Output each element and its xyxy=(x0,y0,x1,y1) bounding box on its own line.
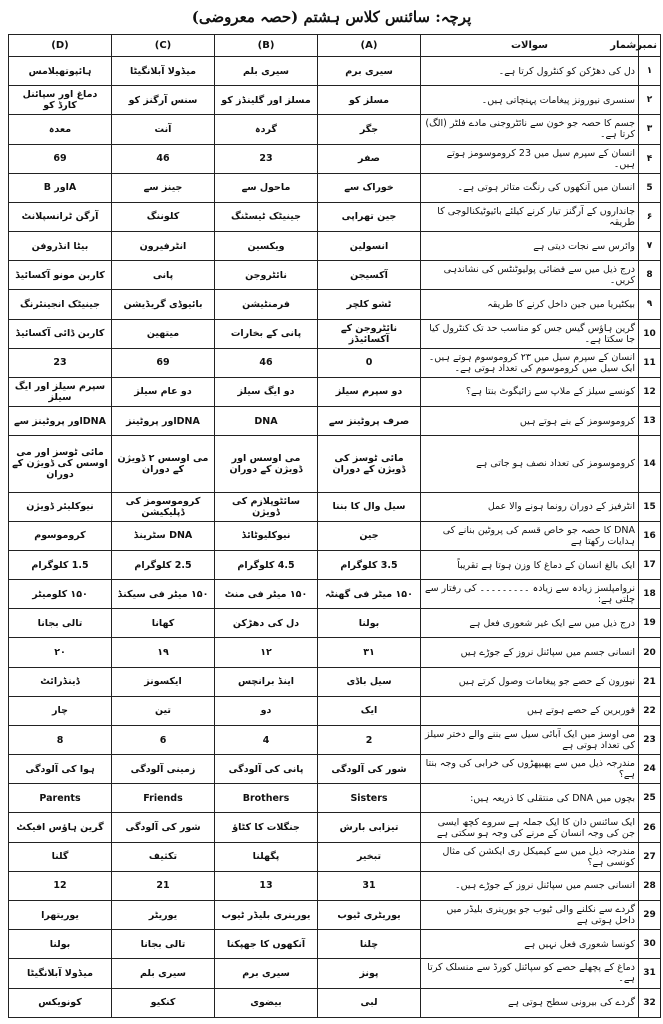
option-c: زمینی آلودگی xyxy=(112,755,215,784)
option-c: می اوسس ۲ ڈویژن کے دوران xyxy=(112,436,215,492)
question-text: جسم کا حصہ جو خون سے نائٹروجنی مادے فلٹر (الگ) کرتا ہے۔ xyxy=(421,115,639,144)
table-row xyxy=(9,436,661,492)
option-b: ویکسین xyxy=(215,232,318,261)
option-a: ٹشو کلچر xyxy=(318,290,421,319)
option-a: چلنا xyxy=(318,930,421,959)
option-d: DNAاور پروٹینز سے xyxy=(9,407,112,436)
option-b: 4.5 کلوگرام xyxy=(215,550,318,579)
question-number: 32 xyxy=(639,988,661,1018)
option-b: می اوسس اور ڈویژن کے دوران xyxy=(215,436,318,492)
table-row xyxy=(9,115,661,144)
question-text: درج ذیل میں سے ایک غیر شعوری فعل ہے xyxy=(421,609,639,638)
question-number: 17 xyxy=(639,550,661,579)
table-row xyxy=(9,173,661,202)
option-c: 46 xyxy=(112,144,215,173)
table-row xyxy=(9,725,661,754)
option-d: 1.5 کلوگرام xyxy=(9,550,112,579)
option-d: جینیٹک انجینئرنگ xyxy=(9,290,112,319)
option-b: مسلز اور گلینڈز کو xyxy=(215,86,318,115)
question-text: کونسے سیلز کے ملاپ سے زائیگوٹ بنتا ہے؟ xyxy=(421,377,639,406)
option-b: Brothers xyxy=(215,784,318,813)
question-number: ۷ xyxy=(639,232,661,261)
option-d: گلنا xyxy=(9,842,112,871)
table-row xyxy=(9,232,661,261)
option-b: نیوکلیوٹائڈ xyxy=(215,521,318,550)
question-text: گردے سے نکلنے والی ٹیوب جو یورینری بلیڈر میں داخل ہوتی ہے xyxy=(421,900,639,929)
option-a: 0 xyxy=(318,348,421,377)
option-a: شور کی آلودگی xyxy=(318,755,421,784)
option-c: 21 xyxy=(112,871,215,900)
option-d: چار xyxy=(9,696,112,725)
header-question: سوالات xyxy=(421,35,639,57)
option-c: بائیوڈی گریڈیشن xyxy=(112,290,215,319)
option-b: 13 xyxy=(215,871,318,900)
question-text: کروموسومز کے بنے ہوتے ہیں xyxy=(421,407,639,436)
option-d: دماغ اور سپائنل کارڈ کو xyxy=(9,86,112,115)
question-text: انسان کے سپرم سیل میں ۲۳ کروموسوم ہوتے ہیں۔ایک سیل میں کروموسوم کی تعداد ہوتی ہے۔ xyxy=(421,348,639,377)
header-option-b: (B) xyxy=(215,35,318,57)
question-number: ۲ xyxy=(639,86,661,115)
question-number: 15 xyxy=(639,492,661,521)
option-b: سائٹوپلازم کی ڈویژن xyxy=(215,492,318,521)
table-row xyxy=(9,348,661,377)
table-row xyxy=(9,261,661,290)
option-a: Sisters xyxy=(318,784,421,813)
question-text: کروموسومز کی تعداد نصف ہو جاتی ہے xyxy=(421,436,639,492)
option-b: نائٹروجن xyxy=(215,261,318,290)
option-a: بولنا xyxy=(318,609,421,638)
table-row xyxy=(9,842,661,871)
option-b: دو xyxy=(215,696,318,725)
option-c: کھانا xyxy=(112,609,215,638)
option-b: دل کی دھڑکن xyxy=(215,609,318,638)
question-number: 13 xyxy=(639,407,661,436)
table-header-row xyxy=(9,35,661,57)
question-number: 21 xyxy=(639,667,661,696)
header-option-c: (C) xyxy=(112,35,215,57)
option-c: کلوننگ xyxy=(112,202,215,231)
option-c: آنت xyxy=(112,115,215,144)
table-row xyxy=(9,609,661,638)
question-text: دل کی دھڑکن کو کنٹرول کرتا ہے۔ xyxy=(421,57,639,86)
option-a: 3.5 کلوگرام xyxy=(318,550,421,579)
option-a: جگر xyxy=(318,115,421,144)
quiz-table xyxy=(8,34,661,1018)
option-c: ۱۹ xyxy=(112,638,215,667)
option-d: 23 xyxy=(9,348,112,377)
option-b: دو ایگ سیلز xyxy=(215,377,318,406)
table-row xyxy=(9,959,661,988)
table-row xyxy=(9,988,661,1018)
option-b: بیضوی xyxy=(215,988,318,1018)
option-a: سیل باڈی xyxy=(318,667,421,696)
question-text: سنسری نیورونز پیغامات پہنچاتی ہیں۔ xyxy=(421,86,639,115)
option-a: نائٹروجن کے آکسائیڈز xyxy=(318,319,421,348)
option-d: گرین ہاؤس افیکٹ xyxy=(9,813,112,842)
option-c: 6 xyxy=(112,725,215,754)
question-number: 31 xyxy=(639,959,661,988)
question-number: ۱ xyxy=(639,57,661,86)
option-d: Parents xyxy=(9,784,112,813)
option-a: انسولین xyxy=(318,232,421,261)
table-row xyxy=(9,667,661,696)
option-a: جین تھراپی xyxy=(318,202,421,231)
table-row xyxy=(9,377,661,406)
table-row xyxy=(9,784,661,813)
option-d: یوریتھرا xyxy=(9,900,112,929)
option-c: تین xyxy=(112,696,215,725)
question-number: ۴ xyxy=(639,144,661,173)
option-b: جینیٹک ٹیسٹنگ xyxy=(215,202,318,231)
question-text: می اوسز میں ایک آبائی سیل سے بننے والے دختر سیلز کی تعداد ہوتی ہے xyxy=(421,725,639,754)
question-number: 12 xyxy=(639,377,661,406)
option-b: ماحول سے xyxy=(215,173,318,202)
question-text: انسان میں آنکھوں کی رنگت متاثر ہوتی ہے۔ xyxy=(421,173,639,202)
question-number: 10 xyxy=(639,319,661,348)
table-row xyxy=(9,319,661,348)
option-b: آنکھوں کا جھپکنا xyxy=(215,930,318,959)
option-d: سپرم سیلز اور ایگ سیلز xyxy=(9,377,112,406)
option-a: جین xyxy=(318,521,421,550)
header-num: نمبرشمار xyxy=(639,35,661,57)
option-d: میڈولا آبلانگیٹا xyxy=(9,959,112,988)
table-row xyxy=(9,550,661,579)
table-row xyxy=(9,696,661,725)
option-b: ۱۲ xyxy=(215,638,318,667)
option-d: تالی بجانا xyxy=(9,609,112,638)
option-d: بیٹا انڈروفن xyxy=(9,232,112,261)
option-c: ۱۵۰ میٹر فی سیکنڈ xyxy=(112,580,215,609)
question-text: نروامپلسز زیادہ سے زیادہ ۔۔۔۔۔۔۔۔۔ کی رفتار سے چلتی ہے: xyxy=(421,580,639,609)
question-text: دماغ کے پچھلے حصے کو سپائنل کورڈ سے منسلک کرتا ہے۔ xyxy=(421,959,639,988)
option-d: 12 xyxy=(9,871,112,900)
question-number: ۳ xyxy=(639,115,661,144)
question-number: 20 xyxy=(639,638,661,667)
option-b: پانی کے بخارات xyxy=(215,319,318,348)
table-row xyxy=(9,86,661,115)
option-a: صرف پروٹینز سے xyxy=(318,407,421,436)
table-row xyxy=(9,57,661,86)
option-d: کروموسوم xyxy=(9,521,112,550)
table-row xyxy=(9,930,661,959)
table-row xyxy=(9,813,661,842)
option-d: نیوکلیئر ڈویژن xyxy=(9,492,112,521)
header-option-d: (D) xyxy=(9,35,112,57)
question-text: انسان کے سپرم سیل میں 23 کروموسومز ہوتے ہیں۔ xyxy=(421,144,639,173)
question-text: انسانی جسم میں سپائنل نروز کے جوڑے ہیں۔ xyxy=(421,871,639,900)
option-b: 46 xyxy=(215,348,318,377)
option-b: جنگلات کا کٹاؤ xyxy=(215,813,318,842)
option-c: جینز سے xyxy=(112,173,215,202)
option-c: DNA سٹرینڈ xyxy=(112,521,215,550)
option-a: آکسیجن xyxy=(318,261,421,290)
option-b: سیری برم xyxy=(215,959,318,988)
option-d: کاربن ڈائی آکسائیڈ xyxy=(9,319,112,348)
option-d: معدہ xyxy=(9,115,112,144)
option-b: اینڈ برانچس xyxy=(215,667,318,696)
option-a: ۱۵۰ میٹر فی گھنٹہ xyxy=(318,580,421,609)
table-row xyxy=(9,755,661,784)
option-c: سیری بلم xyxy=(112,959,215,988)
option-d: ۲۰ xyxy=(9,638,112,667)
question-text: بچوں میں DNA کی منتقلی کا ذریعہ ہیں: xyxy=(421,784,639,813)
option-d: ۱۵۰ کلومیٹر xyxy=(9,580,112,609)
table-row xyxy=(9,580,661,609)
option-d: آرگن ٹرانسپلانٹ xyxy=(9,202,112,231)
question-text: گردے کی بیرونی سطح ہوتی ہے xyxy=(421,988,639,1018)
option-d: ڈینڈرائٹ xyxy=(9,667,112,696)
option-c: انٹرفیرون xyxy=(112,232,215,261)
option-c: Friends xyxy=(112,784,215,813)
table-row xyxy=(9,144,661,173)
option-b: پگھلنا xyxy=(215,842,318,871)
option-a: مسلز کو xyxy=(318,86,421,115)
question-number: 26 xyxy=(639,813,661,842)
option-a: خوراک سے xyxy=(318,173,421,202)
option-b: DNA xyxy=(215,407,318,436)
option-c: DNAاور پروٹینز xyxy=(112,407,215,436)
option-a: دو سپرم سیلز xyxy=(318,377,421,406)
option-d: ہائپوتھیلامس xyxy=(9,57,112,86)
option-b: پانی کی آلودگی xyxy=(215,755,318,784)
question-text: مندرجہ ذیل میں سے پھیپھڑوں کی خرابی کی وجہ بنتا ہے؟ xyxy=(421,755,639,784)
option-a: پونز xyxy=(318,959,421,988)
option-b: یورینری بلیڈر ٹیوب xyxy=(215,900,318,929)
option-c: یوریٹر xyxy=(112,900,215,929)
table-row xyxy=(9,900,661,929)
option-c: شور کی آلودگی xyxy=(112,813,215,842)
table-row xyxy=(9,290,661,319)
question-number: 30 xyxy=(639,930,661,959)
quiz-body xyxy=(9,57,661,1018)
option-c: دو عام سیلز xyxy=(112,377,215,406)
option-a: لبی xyxy=(318,988,421,1018)
question-text: گرین ہاؤس گیس جس کو مناسب حد تک کنٹرول کیا جا سکتا ہے۔ xyxy=(421,319,639,348)
option-d: 69 xyxy=(9,144,112,173)
option-c: ایکسونز xyxy=(112,667,215,696)
question-number: 27 xyxy=(639,842,661,871)
option-a: یوریٹری ٹیوب xyxy=(318,900,421,929)
question-number: 18 xyxy=(639,580,661,609)
question-number: 25 xyxy=(639,784,661,813)
question-number: ۹ xyxy=(639,290,661,319)
question-text: ایک سائنس دان کا ایک جملہ ہے سروے کچھ ایسی جن کی وجہ انسان کے مرنے کی وجہ ہو سکتی ہے xyxy=(421,813,639,842)
question-number: 8 xyxy=(639,261,661,290)
option-d: بولنا xyxy=(9,930,112,959)
question-number: 19 xyxy=(639,609,661,638)
option-a: 31 xyxy=(318,871,421,900)
question-number: 28 xyxy=(639,871,661,900)
question-number: 24 xyxy=(639,755,661,784)
question-text: مندرجہ ذیل میں سے کیمیکل ری ایکشن کی مثال کونسی ہے؟ xyxy=(421,842,639,871)
option-b: فرمنٹیشن xyxy=(215,290,318,319)
option-d: Aاور B xyxy=(9,173,112,202)
question-text: وائرس سے نجات دیتی ہے xyxy=(421,232,639,261)
option-d: ہوا کی آلودگی xyxy=(9,755,112,784)
option-a: 2 xyxy=(318,725,421,754)
option-a: تبخیر xyxy=(318,842,421,871)
option-c: کنکیو xyxy=(112,988,215,1018)
question-number: ۶ xyxy=(639,202,661,231)
option-c: تالی بجانا xyxy=(112,930,215,959)
question-number: 11 xyxy=(639,348,661,377)
option-b: سیری بلم xyxy=(215,57,318,86)
option-c: 69 xyxy=(112,348,215,377)
question-text: جانداروں کے آرگنز تیار کرنے کیلئے بائیوٹیکنالوجی کا طریقہ xyxy=(421,202,639,231)
option-c: میتھین xyxy=(112,319,215,348)
option-a: صفر xyxy=(318,144,421,173)
option-c: کروموسومز کی ڈپلیکیشن xyxy=(112,492,215,521)
table-row xyxy=(9,202,661,231)
page-title: پرچہ: سائنس کلاس ہشتم (حصہ معروضی) xyxy=(191,8,472,26)
option-c: 2.5 کلوگرام xyxy=(112,550,215,579)
option-d: کاربن مونو آکسائیڈ xyxy=(9,261,112,290)
option-d: مائی ٹوسز اور می اوسس کی ڈویژن کے دوران xyxy=(9,436,112,492)
option-b: ۱۵۰ میٹر فی منٹ xyxy=(215,580,318,609)
question-text: انسانی جسم میں سپائنل نروز کے جوڑے ہیں xyxy=(421,638,639,667)
option-b: گردہ xyxy=(215,115,318,144)
table-row xyxy=(9,521,661,550)
question-text: کونسا شعوری فعل نہیں ہے xyxy=(421,930,639,959)
question-text: انٹرفیز کے دوران رونما ہونے والا عمل xyxy=(421,492,639,521)
option-b: 23 xyxy=(215,144,318,173)
question-text: ایک بالغ انسان کے دماغ کا وزن ہوتا ہے تقریباً xyxy=(421,550,639,579)
question-text: بیکٹیریا میں جین داخل کرنے کا طریقہ xyxy=(421,290,639,319)
option-d: کونویکس xyxy=(9,988,112,1018)
option-a: تیزابی بارش xyxy=(318,813,421,842)
table-row xyxy=(9,638,661,667)
option-c: میڈولا آبلانگیٹا xyxy=(112,57,215,86)
header-option-a: (A) xyxy=(318,35,421,57)
question-number: 23 xyxy=(639,725,661,754)
option-a: ایک xyxy=(318,696,421,725)
question-number: 22 xyxy=(639,696,661,725)
option-a: سیری برم xyxy=(318,57,421,86)
option-a: ۳۱ xyxy=(318,638,421,667)
question-number: 14 xyxy=(639,436,661,492)
option-c: پانی xyxy=(112,261,215,290)
option-c: سنس آرگنز کو xyxy=(112,86,215,115)
question-number: 5 xyxy=(639,173,661,202)
question-text: درج ذیل میں سے فضائی پولیوٹنٹس کی نشاندہی کریں۔ xyxy=(421,261,639,290)
option-a: سیل وال کا بننا xyxy=(318,492,421,521)
option-b: 4 xyxy=(215,725,318,754)
table-row xyxy=(9,871,661,900)
option-a: مائی ٹوسز کی ڈویژن کے دوران xyxy=(318,436,421,492)
question-text: نیورون کے حصے جو پیغامات وصول کرتے ہیں xyxy=(421,667,639,696)
option-d: 8 xyxy=(9,725,112,754)
option-c: تکثیف xyxy=(112,842,215,871)
question-number: 16 xyxy=(639,521,661,550)
table-row xyxy=(9,407,661,436)
table-row xyxy=(9,492,661,521)
question-number: 29 xyxy=(639,900,661,929)
question-text: فوربرین کے حصے ہوتے ہیں xyxy=(421,696,639,725)
question-text: DNA کا حصہ جو خاص قسم کی پروٹین بنانے کی ہدایات رکھتا ہے xyxy=(421,521,639,550)
